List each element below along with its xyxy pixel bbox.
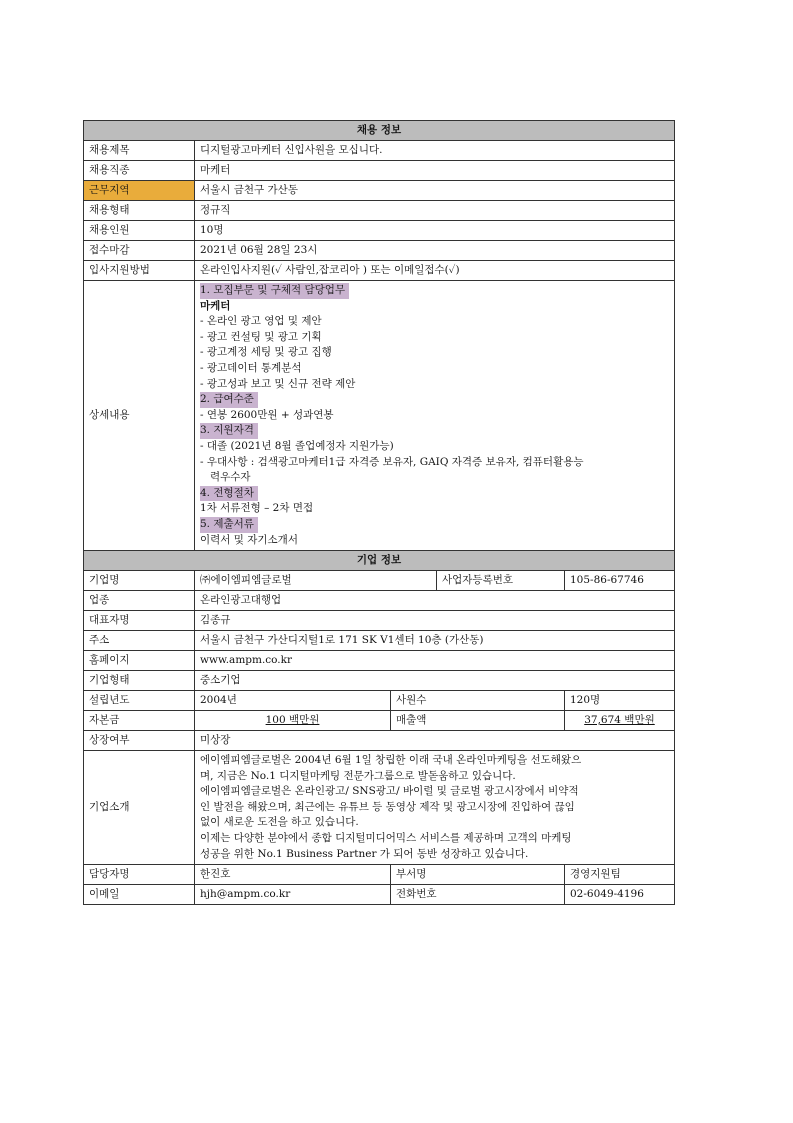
table-row [84,241,675,261]
job-posting-table [83,120,675,905]
table-row [84,261,675,281]
label-department: 부서명 [391,865,565,885]
detail-subheading: 4. 전형절차 [200,486,258,502]
intro-line: 없이 새로운 도전을 하고 있습니다. [200,816,359,829]
label-apply-method: 입사지원방법 [84,261,195,281]
table-row [84,141,675,161]
intro-line: 인 발전을 해왔으며, 최근에는 유튜브 등 동영상 제작 및 광고시장에 진입하여 끊임 [200,800,575,813]
company-section-header: 기업 정보 [84,551,675,571]
intro-line: 에이엠피엠글로벌은 2004년 6월 1일 창립한 이래 국내 온라인마케팅을 선도해왔으 [200,754,582,767]
detail-subheading: 2. 급여수준 [200,392,258,408]
value-phone: 02-6049-4196 [565,885,675,905]
label-headcount: 채용인원 [84,221,195,241]
table-row [84,161,675,181]
detail-line: - 온라인 광고 영업 및 제안 [200,315,322,328]
intro-row [84,751,675,865]
table-row [84,181,675,201]
value-listing: 미상장 [195,731,675,751]
value-email[interactable]: hjh@ampm.co.kr [195,885,391,905]
value-job-type: 마케터 [195,161,675,181]
intro-content [195,751,675,865]
table-row [84,221,675,241]
label-capital: 자본금 [84,711,195,731]
detail-subheading: 3. 지원자격 [200,423,258,439]
table-row [84,731,675,751]
label-address: 주소 [84,631,195,651]
value-industry: 온라인광고대행업 [195,591,675,611]
table-row [84,885,675,905]
label-company-type: 기업형태 [84,671,195,691]
label-title: 채용제목 [84,141,195,161]
value-headcount: 10명 [195,221,675,241]
detail-line: 마케터 [200,299,231,312]
label-phone: 전화번호 [391,885,565,905]
value-employees: 120명 [565,691,675,711]
detail-line: - 대졸 (2021년 8월 졸업예정자 지원가능) [200,439,394,452]
table-row [84,571,675,591]
value-registration-number: 105-86-67746 [565,571,675,591]
value-company-name: ㈜에이엠피엠글로벌 [195,571,437,591]
detail-line: 력우수자 [210,471,251,484]
label-detail: 상세내용 [84,281,195,551]
intro-line: 에이엠피엠글로벌은 온라인광고/ SNS광고/ 바이럴 및 글로벌 광고시장에서 비약적 [200,785,579,798]
value-title: 디지털광고마케터 신입사원을 모십니다. [195,141,675,161]
table-row [84,201,675,221]
recruit-section-header: 채용 정보 [84,121,675,141]
label-listing: 상장여부 [84,731,195,751]
label-contact: 담당자명 [84,865,195,885]
value-ceo: 김종규 [195,611,675,631]
value-department: 경영지원팀 [565,865,675,885]
detail-line: - 광고데이터 통계분석 [200,361,302,374]
intro-line: 성공을 위한 No.1 Business Partner 가 되어 동반 성장하고 있습니다. [200,847,529,860]
detail-subheading: 5. 제출서류 [200,517,258,533]
table-row [84,671,675,691]
value-sales: 37,674 백만원 [584,713,655,726]
table-row [84,711,675,731]
label-employees: 사원수 [391,691,565,711]
table-row [84,611,675,631]
value-apply-method: 온라인입사지원(✓ 사람인,잡코리아 ) 또는 이메일접수(✓) [195,261,675,281]
label-ceo: 대표자명 [84,611,195,631]
table-row [84,691,675,711]
value-address: 서울시 금천구 가산디지털1로 171 SK V1센터 10층 (가산동) [195,631,675,651]
detail-subheading: 1. 모집부문 및 구체적 담당업무 [200,283,349,299]
value-sales-cell [565,711,675,731]
value-homepage[interactable]: www.ampm.co.kr [195,651,675,671]
detail-line: - 광고 컨설팅 및 광고 기획 [200,330,322,343]
label-company-name: 기업명 [84,571,195,591]
table-row [84,591,675,611]
label-homepage: 홈페이지 [84,651,195,671]
label-intro: 기업소개 [84,751,195,865]
table-row [84,651,675,671]
label-registration-number: 사업자등록번호 [437,571,565,591]
intro-line: 며, 지금은 No.1 디지털마케팅 전문가그룹으로 발돋움하고 있습니다. [200,769,516,782]
intro-line: 이제는 다양한 분야에서 종합 디지털미디어믹스 서비스를 제공하며 고객의 마케팅 [200,832,572,845]
value-capital: 100 백만원 [265,713,320,726]
detail-line: 1차 서류전형 – 2차 면접 [200,502,314,515]
recruit-section-header-row [84,121,675,141]
detail-line: - 우대사항 : 검색광고마케터1급 자격증 보유자, GAIQ 자격증 보유자, 컴퓨터활용능 [200,455,584,468]
value-deadline: 2021년 06월 28일 23시 [195,241,675,261]
label-email: 이메일 [84,885,195,905]
label-founded: 설립년도 [84,691,195,711]
label-employment-type: 채용형태 [84,201,195,221]
value-capital-cell [195,711,391,731]
table-row [84,631,675,651]
detail-line: - 광고계정 세팅 및 광고 집행 [200,346,332,359]
detail-row [84,281,675,551]
value-founded: 2004년 [195,691,391,711]
detail-line: - 연봉 2600만원 + 성과연봉 [200,408,334,421]
detail-content [195,281,675,551]
label-sales: 매출액 [391,711,565,731]
detail-line: 이력서 및 자기소개서 [200,533,298,546]
value-work-location: 서울시 금천구 가산동 [195,181,675,201]
value-contact: 한진호 [195,865,391,885]
label-work-location: 근무지역 [84,181,195,201]
value-company-type: 중소기업 [195,671,675,691]
value-employment-type: 정규직 [195,201,675,221]
table-row [84,865,675,885]
company-section-header-row [84,551,675,571]
label-industry: 업종 [84,591,195,611]
label-job-type: 채용직종 [84,161,195,181]
detail-line: - 광고성과 보고 및 신규 전략 제안 [200,377,356,390]
label-deadline: 접수마감 [84,241,195,261]
